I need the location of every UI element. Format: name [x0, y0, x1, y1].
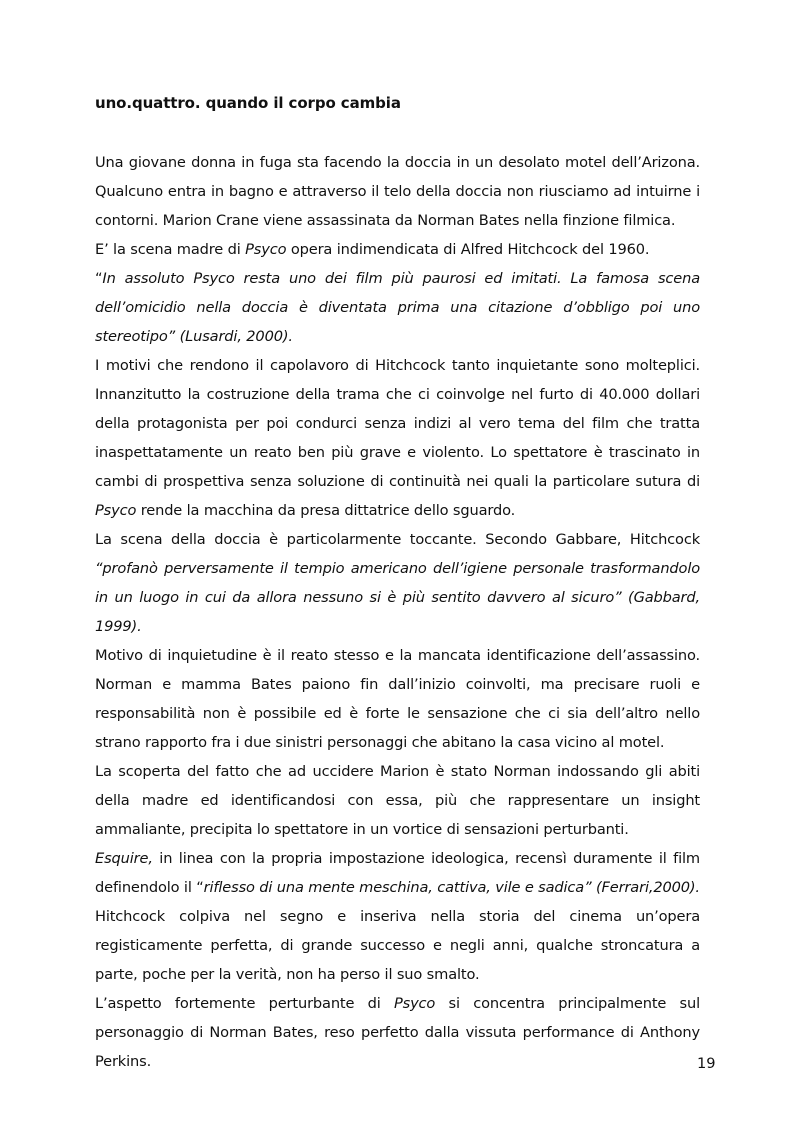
- text-run: in linea con la propria impostazione ideologica, recensì duramente il film definendolo il “: [95, 850, 700, 896]
- text-run: Una giovane donna in fuga sta facendo la doccia in un desolato motel dell’Arizona. Qualcuno entra in bagno e attraverso il telo della doccia non riusciamo ad intuirne i contorni. Marion Crane viene assassinata da Norman Bates nella finzione filmica.: [95, 154, 700, 229]
- section-heading: uno.quattro. quando il corpo cambia: [95, 94, 401, 112]
- paragraph: [95, 641, 700, 757]
- paragraph: [95, 844, 700, 902]
- paragraph: [95, 264, 700, 351]
- italic-text: Psyco: [245, 241, 287, 258]
- paragraph: [95, 351, 700, 525]
- italic-text: riflesso di una mente meschina, cattiva, vile e sadica” (Ferrari,2000).: [203, 879, 700, 896]
- text-run: La scoperta del fatto che ad uccidere Marion è stato Norman indossando gli abiti della madre ed identificandosi con essa, più che rappresentare un insight ammaliante, precipita lo spettatore in un vortice di sensazioni perturbanti.: [95, 763, 700, 838]
- paragraph: [95, 902, 700, 989]
- text-run: Motivo di inquietudine è il reato stesso e la mancata identificazione dell’assassino. Norman e mamma Bates paiono fin dall’inizio coinvolti, ma precisare ruoli e responsabilità non è possibile ed è forte le sensazione che ci sia dell’altro nello strano rapporto fra i due sinistri personaggi che abitano la casa vicino al motel.: [95, 647, 700, 751]
- italic-text: Psyco: [95, 502, 137, 519]
- text-run: opera indimendicata di Alfred Hitchcock del 1960.: [286, 241, 650, 258]
- paragraph: [95, 989, 700, 1076]
- text-run: “: [95, 270, 103, 287]
- italic-text: “profanò perversamente il tempio americano dell’igiene personale trasformandolo in un luogo in cui da allora nessuno si è più sentito davvero al sicuro” (Gabbard, 1999).: [95, 560, 700, 635]
- text-run: rende la macchina da presa dittatrice dello sguardo.: [136, 502, 516, 519]
- italic-text: In assoluto Psyco resta uno dei film più paurosi ed imitati. La famosa scena dell’omicidio nella doccia è diventata prima una citazione d’obbligo poi uno stereotipo” (Lusardi, 2000).: [95, 270, 700, 345]
- body-text: [95, 148, 700, 1076]
- text-run: Hitchcock colpiva nel segno e inseriva nella storia del cinema un’opera registicamente perfetta, di grande successo e negli anni, qualche stroncatura a parte, poche per la verità, non ha perso il suo smalto.: [95, 908, 700, 983]
- italic-text: Esquire,: [95, 850, 153, 867]
- text-run: E’ la scena madre di: [95, 241, 246, 258]
- paragraph: [95, 525, 700, 641]
- paragraph: [95, 148, 700, 235]
- text-run: L’aspetto fortemente perturbante di: [95, 995, 394, 1012]
- paragraph: [95, 235, 700, 264]
- text-run: si concentra principalmente sul personaggio di Norman Bates, reso perfetto dalla vissuta performance di Anthony Perkins.: [95, 995, 700, 1070]
- paragraph: [95, 757, 700, 844]
- text-run: La scena della doccia è particolarmente toccante. Secondo Gabbare, Hitchcock: [95, 531, 700, 548]
- text-run: I motivi che rendono il capolavoro di Hitchcock tanto inquietante sono molteplici. Innanzitutto la costruzione della trama che ci coinvolge nel furto di 40.000 dollari della protagonista per poi condurci senza indizi al vero tema del film che tratta inaspettatamente un reato ben più grave e violento. Lo spettatore è trascinato in cambi di prospettiva senza soluzione di continuità nei quali la particolare sutura di: [95, 357, 700, 490]
- italic-text: Psyco: [393, 995, 436, 1012]
- page-number: 19: [697, 1055, 716, 1072]
